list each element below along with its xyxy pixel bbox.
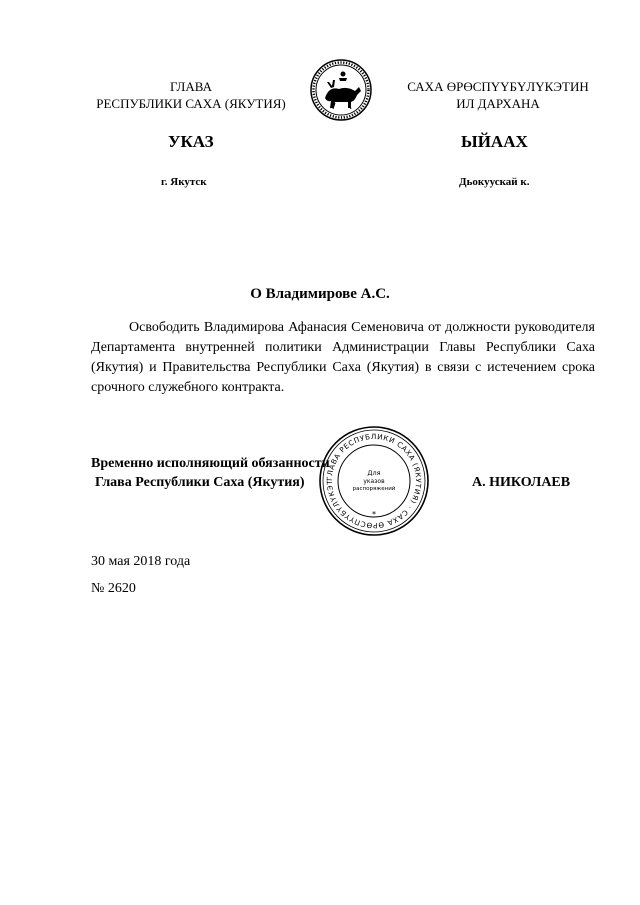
document-title-right: ЫЙААХ	[461, 132, 528, 151]
decree-subject: О Владимирове А.С.	[250, 286, 390, 302]
header-right-line2: ИЛ ДАРХАНА	[456, 96, 540, 111]
round-seal-icon	[318, 425, 430, 537]
city-left: г. Якутск	[161, 176, 207, 188]
city-right: Дьокуускай к.	[459, 176, 530, 188]
header-left-line2: РЕСПУБЛИКИ САХА (ЯКУТИЯ)	[96, 96, 286, 111]
signatory-position-line2: Глава Республики Саха (Якутия)	[95, 475, 305, 490]
svg-text:*: *	[372, 510, 376, 519]
header-right	[392, 78, 604, 112]
header-left-line1: ГЛАВА	[170, 79, 212, 94]
decree-number: № 2620	[91, 581, 136, 596]
signatory-name: А. НИКОЛАЕВ	[472, 475, 571, 490]
header-left	[80, 78, 302, 112]
seal-center-line2: указов	[363, 478, 385, 485]
coat-of-arms-icon	[309, 58, 373, 122]
header-right-line1: САХА ӨРӨСПҮҮБҮЛҮКЭТИН	[407, 79, 589, 94]
decree-body: Освободить Владимирова Афанасия Семеновича от должности руководителя Департамента внутренней политики Администрации Главы Республики Саха (Якутия) и Правительства Республики Саха (Якутия) в связи с истечением срока срочного служебного контракта.	[91, 320, 595, 395]
seal-ring-text: ГЛАВА РЕСПУБЛИКИ САХА (ЯКУТИЯ) · САХА ӨРӨСПҮҮБҮЛҮКЭТ	[324, 431, 424, 531]
document-title-left: УКАЗ	[168, 132, 214, 151]
seal-center-line3: распоряжений	[352, 486, 396, 492]
decree-date: 30 мая 2018 года	[91, 554, 191, 569]
signatory-position-line1: Временно исполняющий обязанности	[91, 456, 330, 471]
seal-center-line1: Для	[367, 469, 381, 477]
